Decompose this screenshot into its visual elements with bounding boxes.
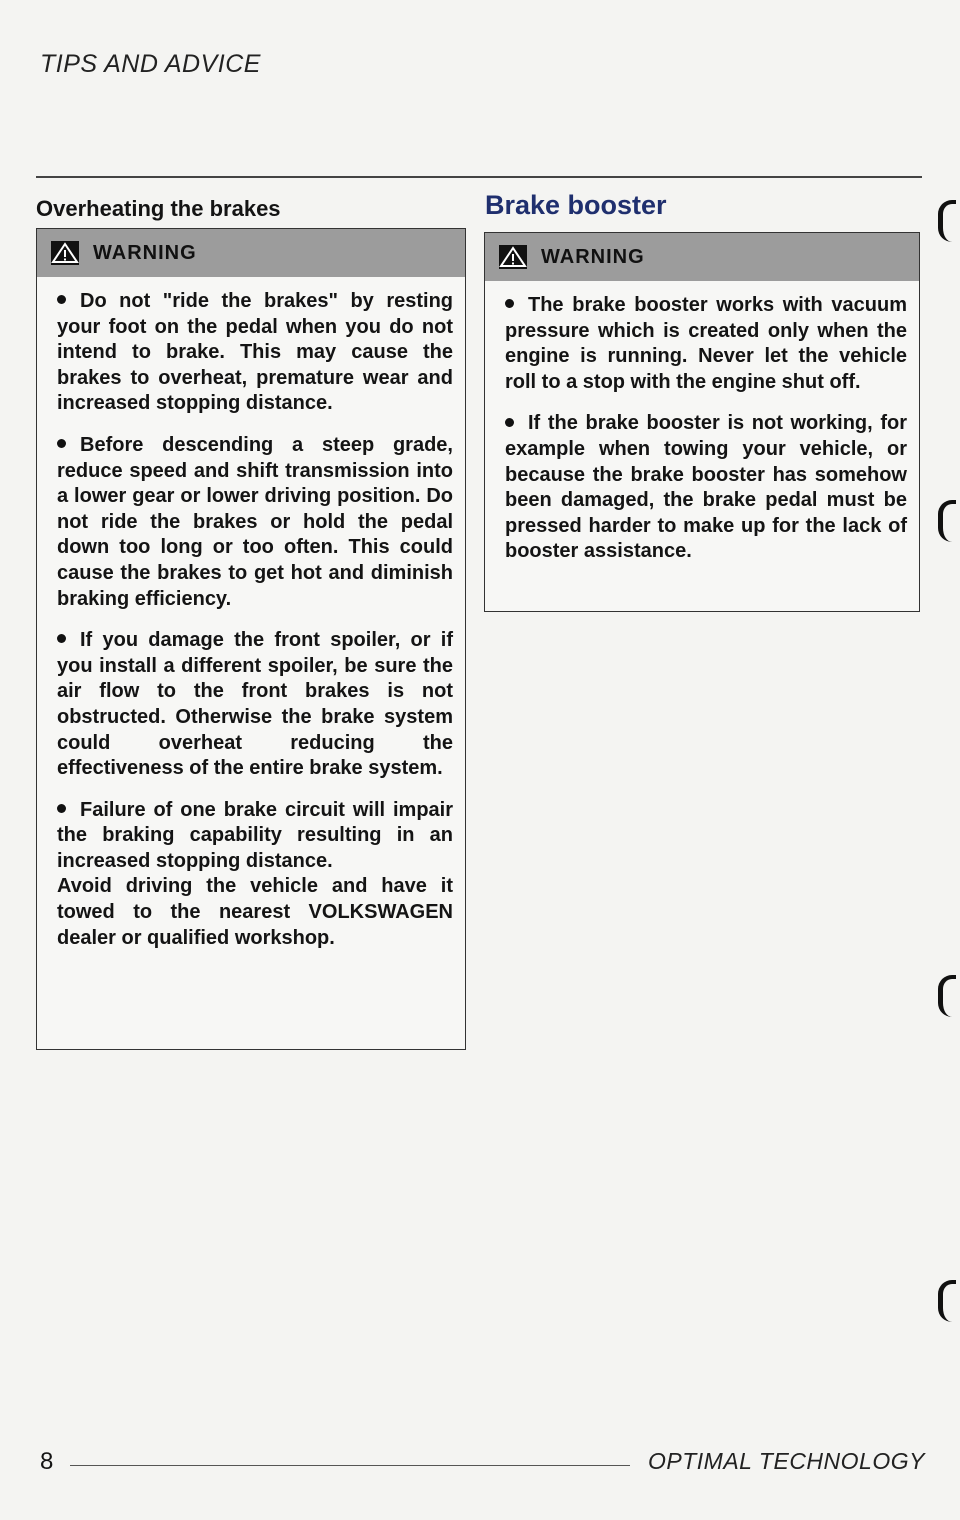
warning-label: WARNING [93,241,197,264]
warning-item: Failure of one brake circuit will impair the braking capability resulting in an increased stopping distance. Avoid driving the vehicle and have it towed to the nearest VOLKSWAGEN dealer or qualified workshop. [57,798,453,952]
warning-item: Do not "ride the brakes" by resting your foot on the pedal when you do not intend to brake. This may cause the brakes to overheat, premature wear and increased stopping distance. [57,290,453,415]
bullet-icon [505,418,514,427]
warning-header [485,233,919,281]
warning-header [37,229,465,277]
warning-triangle-icon [51,241,79,265]
margin-mark [938,1280,956,1322]
section-title-brake-booster: Brake booster [485,190,667,220]
warning-box-brake-booster [484,232,920,612]
warning-body [485,281,919,565]
footer-divider [70,1465,630,1466]
warning-box-overheating [36,228,466,1050]
margin-mark [938,500,956,542]
warning-item: If you damage the front spoiler, or if you install a different spoiler, be sure the air flow to the front brakes is not obstructed. Otherwise the brake system could overheat reducing the effectiveness of the entire brake system. [57,629,453,780]
warning-label: WARNING [541,245,645,268]
header-divider [36,176,922,178]
bullet-icon [57,804,66,813]
warning-item: Before descending a steep grade, reduce speed and shift transmission into a lower gear or lower driving position. Do not ride the brakes or hold the pedal down too long or too often. This could cause the brakes to get hot and diminish braking efficiency. [57,433,453,610]
bullet-icon [505,299,514,308]
warning-item: The brake booster works with vacuum pressure which is created only when the engine is running. Never let the vehicle roll to a stop with the engine shut off. [505,294,907,393]
page-number: 8 [40,1448,54,1475]
header-title: TIPS AND ADVICE [40,50,261,78]
bullet-icon [57,634,66,643]
margin-mark [938,975,956,1017]
warning-item-continuation: Avoid driving the vehicle and have it towed to the nearest VOLKSWAGEN dealer or qualified workshop. [57,875,453,949]
bullet-icon [57,295,66,304]
warning-triangle-icon [499,245,527,269]
section-title-overheating: Overheating the brakes [36,196,281,221]
bullet-icon [57,439,66,448]
warning-body [37,277,465,951]
warning-item: If the brake booster is not working, for example when towing your vehicle, or because the brake booster has somehow been damaged, the brake pedal must be pressed harder to make up for the lack of booster assistance. [505,412,907,563]
footer-section-title: OPTIMAL TECHNOLOGY [648,1448,925,1474]
margin-mark [938,200,956,242]
